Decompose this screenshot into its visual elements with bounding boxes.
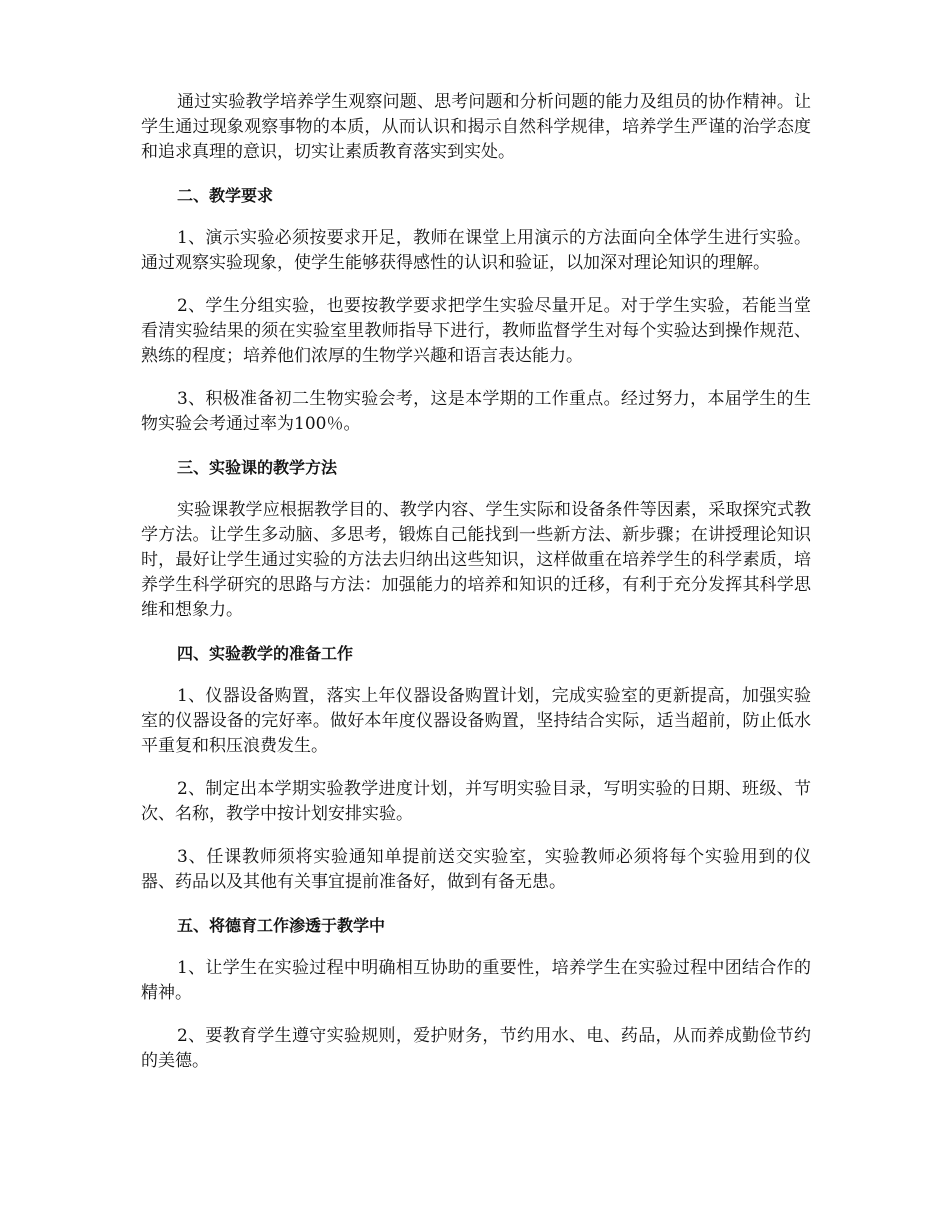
paragraph-lab-rules: 2、要教育学生遵守实验规则，爱护财务，节约用水、电、药品，从而养成勤俭节约的美德。 [141,1026,811,1071]
paragraph-biology-exam: 3、积极准备初二生物实验会考，这是本学期的工作重点。经过努力，本届学生的生物实验会考通过率为100％。 [141,389,811,434]
paragraph-demo-experiments: 1、演示实验必须按要求开足，教师在课堂上用演示的方法面向全体学生进行实验。通过观察实验现象，使学生能够获得感性的认识和验证，以加深对理论知识的理解。 [141,228,811,273]
paragraph-schedule-plan: 2、制定出本学期实验教学进度计划，并写明实验目录，写明实验的日期、班级、节次、名称，教学中按计划安排实验。 [141,779,811,824]
paragraph-group-experiments: 2、学生分组实验，也要按教学要求把学生实验尽量开足。对于学生实验，若能当堂看清实验结果的须在实验室里教师指导下进行，教师监督学生对每个实验达到操作规范、熟练的程度；培养他们浓厚的生物学兴趣和语言表达能力。 [141,296,811,366]
section-heading-moral-education: 五、将德育工作渗透于教学中 [177,916,386,935]
paragraph-cooperation: 1、让学生在实验过程中明确相互协助的重要性，培养学生在实验过程中团结合作的精神。 [141,958,811,1003]
paragraph-equipment-purchase: 1、仪器设备购置，落实上年仪器设备购置计划，完成实验室的更新提高，加强实验室的仪器设备的完好率。做好本年度仪器设备购置，坚持结合实际，适当超前，防止低水平重复和积压浪费发生。 [141,686,811,756]
document-page [141,90,811,1092]
section-heading-teaching-requirements: 二、教学要求 [177,186,274,205]
section-heading-teaching-methods: 三、实验课的教学方法 [177,458,338,477]
paragraph-inquiry-method: 实验课教学应根据教学目的、教学内容、学生实际和设备条件等因素，采取探究式教学方法。让学生多动脑、多思考，锻炼自己能找到一些新方法、新步骤；在讲授理论知识时，最好让学生通过实验的方法去归纳出这些知识，这样做重在培养学生的科学素质，培养学生科学研究的思路与方法：加强能力的培养和知识的迁移，有利于充分发挥其科学思维和想象力。 [141,500,811,620]
intro-paragraph: 通过实验教学培养学生观察问题、思考问题和分析问题的能力及组员的协作精神。让学生通过现象观察事物的本质，从而认识和揭示自然科学规律，培养学生严谨的治学态度和追求真理的意识，切实让素质教育落实到实处。 [141,92,811,162]
section-heading-preparation: 四、实验教学的准备工作 [177,644,354,663]
paragraph-notice-prep: 3、任课教师须将实验通知单提前送交实验室，实验教师必须将每个实验用到的仪器、药品以及其他有关事宜提前准备好，做到有备无患。 [141,847,811,892]
